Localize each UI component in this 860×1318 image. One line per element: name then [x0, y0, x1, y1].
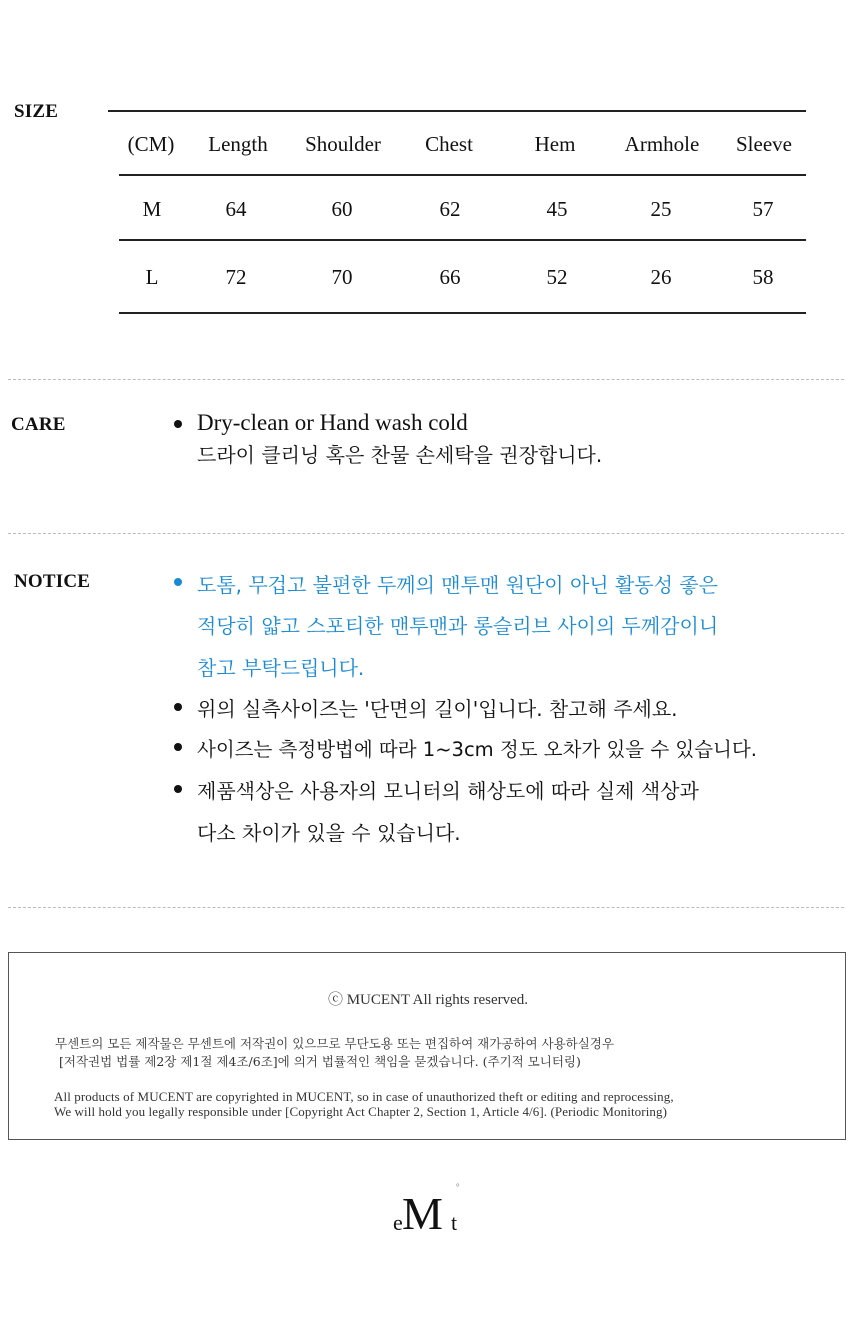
bullet	[174, 703, 182, 711]
table-cell: 45	[546, 197, 568, 221]
notice-text: 위의 실측사이즈는 '단면의 길이'입니다. 참고해 주세요.	[197, 697, 678, 721]
copyright-ko-line2: [저작권법 법률 제2장 제1절 제4조/6조]에 의거 법률적인 책임을 묻겠습니다. (주기적 모니터링)	[59, 1054, 581, 1069]
copyright-title: ⓒ MUCENT All rights reserved.	[327, 992, 529, 1008]
column-header: Sleeve	[736, 132, 792, 156]
notice-text: 적당히 얇고 스포티한 맨투맨과 롱슬리브 사이의 두께감이니	[197, 614, 719, 638]
care-text-ko: 드라이 클리닝 혹은 찬물 손세탁을 권장합니다.	[197, 443, 603, 467]
bullet	[174, 785, 182, 793]
brand-logo	[393, 1182, 473, 1248]
notice-text: 도톰, 무겁고 불편한 두께의 맨투맨 원단이 아닌 활동성 좋은	[197, 573, 718, 597]
column-header: Hem	[534, 132, 576, 156]
table-cell: 62	[439, 197, 461, 221]
bullet	[174, 743, 182, 751]
table-rule	[119, 312, 806, 314]
table-cell: L	[145, 265, 159, 289]
table-cell: 25	[650, 197, 672, 221]
size-table	[0, 0, 860, 330]
column-header: Shoulder	[305, 132, 381, 156]
table-cell: 64	[225, 197, 247, 221]
table-cell: M	[142, 197, 162, 221]
table-cell: 57	[752, 197, 774, 221]
notice-text: 제품색상은 사용자의 모니터의 해상도에 따라 실제 색상과	[197, 779, 699, 803]
copyright-ko-line1: 무센트의 모든 제작물은 무센트에 저작권이 있으므로 무단도용 또는 편집하여 재가공하여 사용하실경우	[55, 1036, 614, 1051]
column-header: Length	[208, 132, 268, 156]
notice-text: 사이즈는 측정방법에 따라 1~3cm 정도 오차가 있을 수 있습니다.	[197, 738, 757, 761]
logo-letter-e: e	[393, 1210, 403, 1235]
table-cell: 58	[752, 265, 774, 289]
size-label: SIZE	[14, 101, 59, 122]
table-cell: 26	[650, 265, 672, 289]
table-cell: 60	[331, 197, 353, 221]
column-header: (CM)	[127, 132, 175, 156]
bullet	[174, 420, 182, 428]
copyright-en-line2: We will hold you legally responsible under [Copyright Act Chapter 2, Section 1, Article 4/6]. (Periodic Monitoring)	[54, 1104, 668, 1119]
table-cell: 70	[331, 265, 353, 289]
logo-letter-m: M	[402, 1188, 443, 1239]
divider	[8, 533, 844, 534]
table-cell: 52	[546, 265, 568, 289]
notice-text: 다소 차이가 있을 수 있습니다.	[197, 821, 461, 845]
table-rule	[119, 239, 806, 241]
column-header: Armhole	[624, 132, 700, 156]
care-label: CARE	[11, 414, 66, 435]
care-text-en: Dry-clean or Hand wash cold	[197, 410, 468, 435]
notice-text: 참고 부탁드립니다.	[197, 656, 365, 680]
logo-mark: °	[456, 1182, 460, 1192]
copyright-en-line1: All products of MUCENT are copyrighted in MUCENT, so in case of unauthorized theft or editing and reprocessing,	[54, 1089, 674, 1104]
logo-letter-t: t	[451, 1210, 458, 1235]
copyright-box	[8, 952, 846, 1140]
bullet	[174, 578, 182, 586]
table-rule	[119, 174, 806, 176]
table-cell: 66	[439, 265, 461, 289]
divider	[8, 907, 844, 908]
divider	[8, 379, 844, 380]
column-header: Chest	[425, 132, 473, 156]
table-cell: 72	[225, 265, 247, 289]
notice-label: NOTICE	[14, 571, 91, 592]
